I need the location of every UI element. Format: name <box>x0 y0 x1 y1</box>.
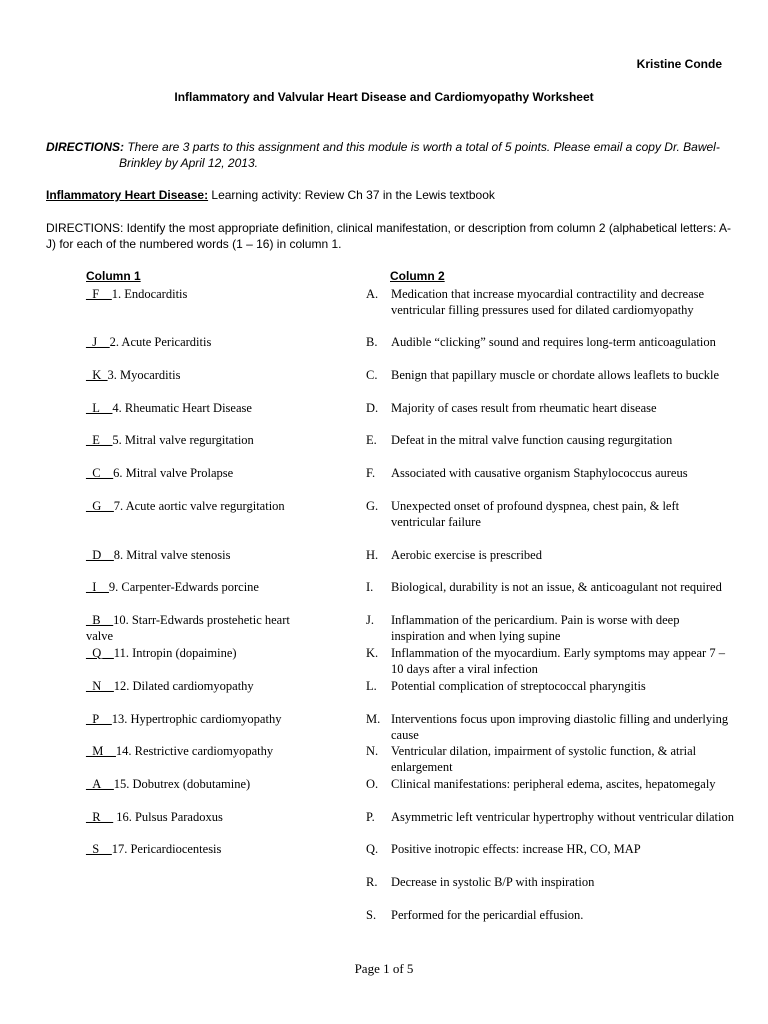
column1-item <box>86 711 281 727</box>
column1-header: Column 1 <box>86 269 141 283</box>
column2-letter: O. <box>366 777 379 791</box>
column1-item <box>86 498 285 514</box>
column2-definition: Interventions focus upon improving diastolic filling and underlying cause <box>391 712 729 742</box>
assignment-directions <box>46 139 736 171</box>
section-activity: Learning activity: Review Ch 37 in the Lewis textbook <box>208 188 495 202</box>
term-label: 8. Mitral valve stenosis <box>113 548 231 562</box>
column2-letter: C. <box>366 368 378 382</box>
answer-blank[interactable]: _I__ <box>86 580 109 594</box>
column2-definition: Associated with causative organism Staphylococcus aureus <box>391 466 688 480</box>
column2-letter: H. <box>366 548 379 562</box>
column1-item <box>86 645 237 661</box>
column2-definition: Positive inotropic effects: increase HR, CO, MAP <box>391 842 641 856</box>
column2-definition: Medication that increase myocardial contractility and decrease ventricular filling pressures used for dilated cardiomyopathy <box>391 287 705 317</box>
column2-letter: R. <box>366 875 378 889</box>
term-label: 2. Acute Pericarditis <box>109 335 212 349</box>
column1-item <box>86 612 316 644</box>
column2-letter: N. <box>366 744 379 758</box>
term-label: 12. Dilated cardiomyopathy <box>113 679 254 693</box>
term-label: 7. Acute aortic valve regurgitation <box>113 499 285 513</box>
column2-letter: G. <box>366 499 379 513</box>
column2-definition: Performed for the pericardial effusion. <box>391 908 584 922</box>
column2-letter: F. <box>366 466 376 480</box>
column1-item <box>86 547 230 563</box>
answer-blank[interactable]: _E__ <box>86 433 113 447</box>
column1-item <box>86 743 273 759</box>
column2-definition: Clinical manifestations: peripheral edema, ascites, hepatomegaly <box>391 777 716 791</box>
directions-label: DIRECTIONS: <box>46 140 124 154</box>
directions-line2: Brinkley by April 12, 2013. <box>119 156 258 170</box>
column1-item <box>86 432 254 448</box>
column1-item <box>86 841 221 857</box>
column2-header: Column 2 <box>390 269 445 283</box>
answer-blank[interactable]: _M__ <box>86 744 116 758</box>
column2-definition: Unexpected onset of profound dyspnea, chest pain, & left ventricular failure <box>391 499 680 529</box>
column2-definition: Defeat in the mitral valve function causing regurgitation <box>391 433 673 447</box>
column2-letter: Q. <box>366 842 379 856</box>
term-label: 1. Endocarditis <box>111 287 188 301</box>
term-label: 9. Carpenter-Edwards porcine <box>108 580 259 594</box>
column2-definition: Benign that papillary muscle or chordate allows leaflets to buckle <box>391 368 720 382</box>
answer-blank[interactable]: _R__ <box>86 810 114 824</box>
column2-letter: M. <box>366 712 381 726</box>
column2-definition: Asymmetric left ventricular hypertrophy without ventricular dilation <box>391 810 734 824</box>
answer-blank[interactable]: _Q__ <box>86 646 114 660</box>
term-label: 14. Restrictive cardiomyopathy <box>115 744 274 758</box>
column1-item <box>86 678 254 694</box>
answer-blank[interactable]: _S__ <box>86 842 112 856</box>
answer-blank[interactable]: _P__ <box>86 712 112 726</box>
column2-definition: Majority of cases result from rheumatic heart disease <box>391 401 657 415</box>
column2-definition: Inflammation of the pericardium. Pain is worse with deep inspiration and when lying supine <box>391 613 680 643</box>
column1-item <box>86 367 180 383</box>
column1-item <box>86 579 259 595</box>
column2-letter: I. <box>366 580 374 594</box>
column2-definition: Audible “clicking” sound and requires long-term anticoagulation <box>391 335 716 349</box>
term-label: 11. Intropin (dopaimine) <box>113 646 237 660</box>
term-label: 10. Starr-Edwards prostehetic heart valve <box>86 613 290 643</box>
term-label: 13. Hypertrophic cardiomyopathy <box>111 712 282 726</box>
section-heading <box>46 188 495 202</box>
answer-blank[interactable]: _K_ <box>86 368 108 382</box>
column2-letter: S. <box>366 908 377 922</box>
page-number: Page 1 of 5 <box>354 961 414 976</box>
column1-item <box>86 286 187 302</box>
column2-definition: Aerobic exercise is prescribed <box>391 548 542 562</box>
column2-letter: B. <box>366 335 378 349</box>
document-title: Inflammatory and Valvular Heart Disease and Cardiomyopathy Worksheet <box>174 90 594 104</box>
column2-letter: P. <box>366 810 375 824</box>
term-label: 15. Dobutrex (dobutamine) <box>113 777 251 791</box>
answer-blank[interactable]: _N__ <box>86 679 114 693</box>
answer-blank[interactable]: _D__ <box>86 548 114 562</box>
column2-definition: Potential complication of streptococcal pharyngitis <box>391 679 646 693</box>
column1-item <box>86 400 252 416</box>
answer-blank[interactable]: _J__ <box>86 335 110 349</box>
term-label: 3. Myocarditis <box>107 368 181 382</box>
author-name: Kristine Conde <box>636 57 722 71</box>
column1-item <box>86 776 250 792</box>
column1-item <box>86 809 223 825</box>
column2-letter: L. <box>366 679 377 693</box>
section-title: Inflammatory Heart Disease: <box>46 188 209 202</box>
answer-blank[interactable]: _C__ <box>86 466 114 480</box>
column2-definition: Inflammation of the myocardium. Early symptoms may appear 7 – 10 days after a viral infection <box>391 646 725 676</box>
column2-letter: K. <box>366 646 379 660</box>
answer-blank[interactable]: _L__ <box>86 401 113 415</box>
answer-blank[interactable]: _G__ <box>86 499 114 513</box>
term-label: 4. Rheumatic Heart Disease <box>112 401 252 415</box>
column2-definition: Decrease in systolic B/P with inspiration <box>391 875 595 889</box>
matching-directions: DIRECTIONS: Identify the most appropriate definition, clinical manifestation, or description from column 2 (alphabetical letters: A-J) for each of the numbered words (1 – 16) in column 1. <box>46 221 731 251</box>
term-label: 6. Mitral valve Prolapse <box>113 466 234 480</box>
term-label: 16. Pulsus Paradoxus <box>113 810 223 824</box>
column2-letter: J. <box>366 613 374 627</box>
column1-item <box>86 334 211 350</box>
answer-blank[interactable]: _B__ <box>86 613 114 627</box>
column2-definition: Biological, durability is not an issue, & anticoagulant not required <box>391 580 722 594</box>
term-label: 5. Mitral valve regurgitation <box>112 433 254 447</box>
column1-item <box>86 465 233 481</box>
directions-line1: There are 3 parts to this assignment and this module is worth a total of 5 points. Please email a copy Dr. Bawel- <box>124 140 720 154</box>
column2-letter: D. <box>366 401 379 415</box>
term-label: 17. Pericardiocentesis <box>111 842 222 856</box>
column2-definition: Ventricular dilation, impairment of systolic function, & atrial enlargement <box>391 744 697 774</box>
column2-letter: A. <box>366 287 379 301</box>
column2-letter: E. <box>366 433 377 447</box>
answer-blank[interactable]: _F__ <box>86 287 112 301</box>
answer-blank[interactable]: _A__ <box>86 777 114 791</box>
